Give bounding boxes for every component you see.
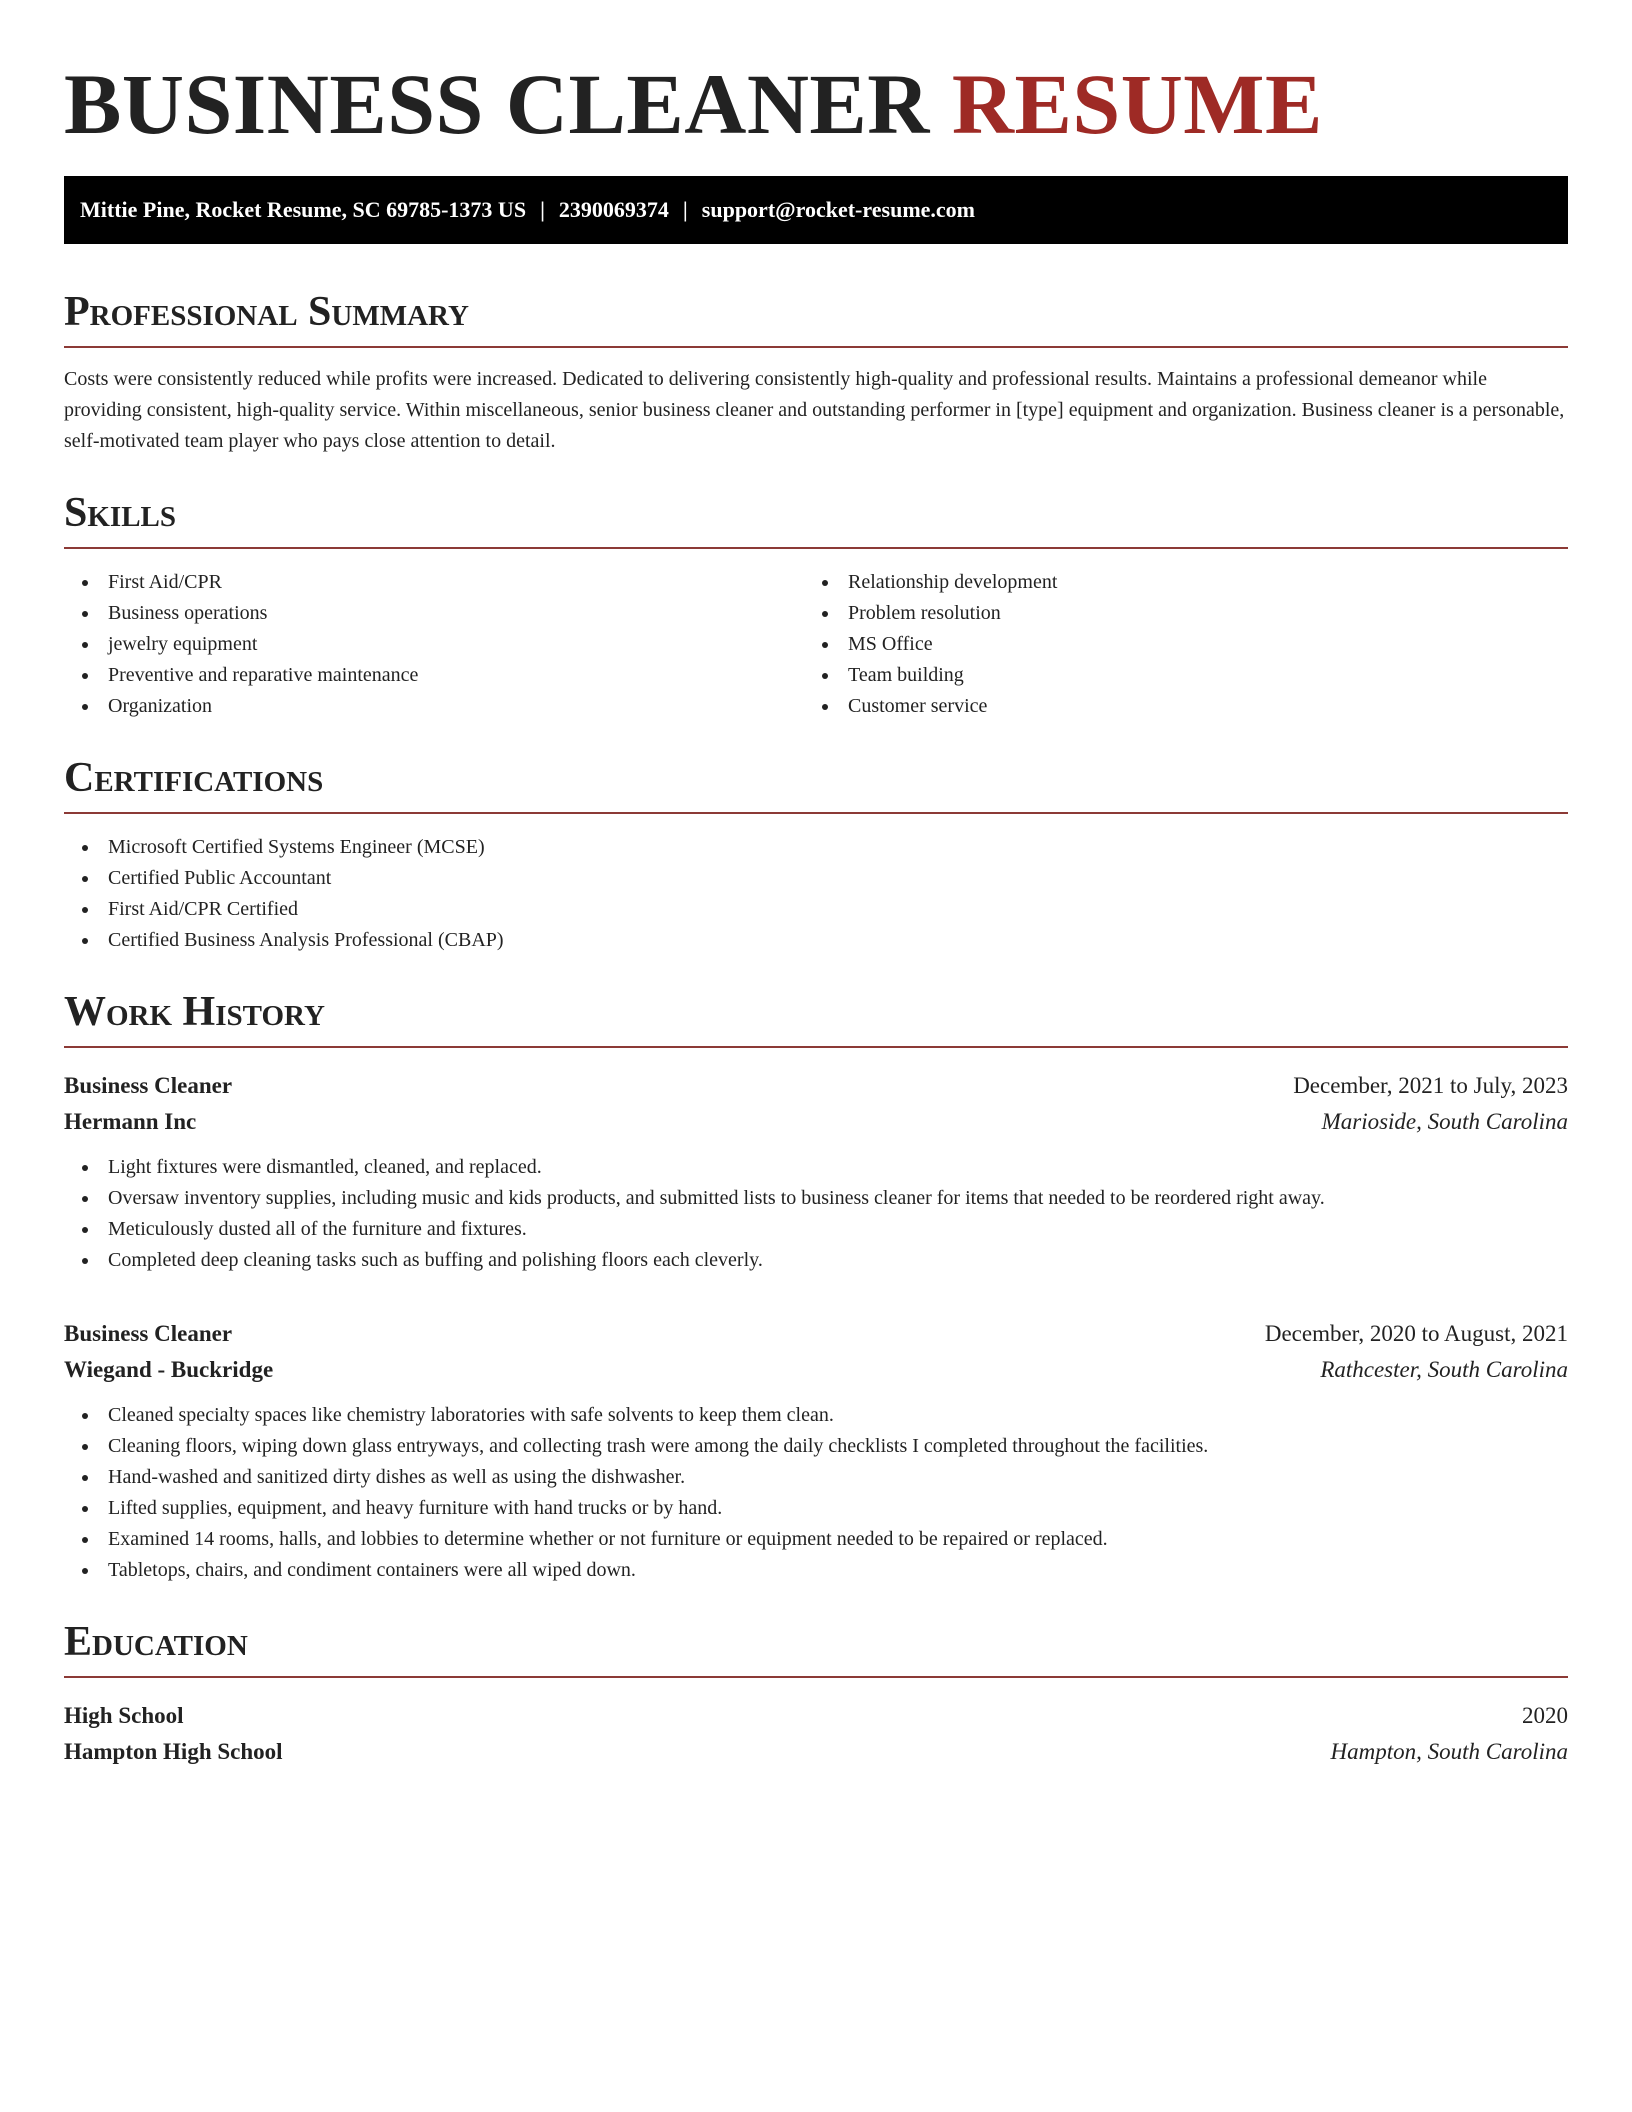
- summary-text: Costs were consistently reduced while profits were increased. Dedicated to delivering consistently high-quality and professional results. Maintains a professional demeanor while providing consistent, high-quality service. Within miscellaneous, senior business cleaner and outstanding performer in [type] equipment and organization. Business cleaner is a personable, self-motivated team player who pays close attention to detail.: [64, 368, 1565, 452]
- skill-item: Team building: [804, 660, 1544, 691]
- education-degree: High School: [64, 1703, 184, 1728]
- contact-separator: |: [540, 197, 545, 222]
- contact-separator: |: [682, 197, 688, 222]
- job-duty: Hand-washed and sanitized dirty dishes as well as using the dishwasher.: [64, 1462, 1568, 1493]
- job-dates: December, 2020 to August, 2021: [1264, 1321, 1568, 1346]
- certification-item: Certified Business Analysis Professional (CBAP): [64, 925, 1568, 956]
- skill-item: Organization: [64, 691, 804, 722]
- education-school: Hampton High School: [64, 1739, 283, 1764]
- certifications-section: [64, 754, 1568, 956]
- contact-email[interactable]: support@rocket-resume.com: [701, 197, 975, 222]
- education-section: [64, 1618, 1568, 1770]
- skill-item: Customer service: [804, 691, 1544, 722]
- contact-phone: 2390069374: [558, 197, 669, 222]
- title-main: BUSINESS CLEANER: [64, 56, 930, 152]
- job-location: Rathcester, South Carolina: [1320, 1357, 1568, 1382]
- summary-section: [64, 288, 1568, 457]
- job-title: Business Cleaner: [64, 1073, 233, 1098]
- job-location: Marioside, South Carolina: [1321, 1109, 1568, 1134]
- job-title-row: [64, 1316, 1568, 1352]
- job-duty: Oversaw inventory supplies, including music and kids products, and submitted lists to business cleaner for items that needed to be reordered right away.: [64, 1183, 1568, 1214]
- education-location: Hampton, South Carolina: [1330, 1739, 1568, 1764]
- job-duty: Light fixtures were dismantled, cleaned, and replaced.: [64, 1152, 1568, 1183]
- job-company-row: [64, 1104, 1568, 1140]
- skill-item: Problem resolution: [804, 598, 1544, 629]
- section-heading: Professional Summary: [64, 288, 1568, 348]
- skill-item: jewelry equipment: [64, 629, 804, 660]
- skills-list-right: [804, 567, 1544, 722]
- section-heading: Work History: [64, 988, 1568, 1048]
- skill-item: First Aid/CPR: [64, 567, 804, 598]
- job-company: Wiegand - Buckridge: [64, 1357, 274, 1382]
- job-duty: Meticulously dusted all of the furniture and fixtures.: [64, 1214, 1568, 1245]
- certifications-list: [64, 832, 1568, 956]
- resume-title: [64, 56, 1568, 152]
- job-entry: [64, 1068, 1568, 1276]
- job-company-row: [64, 1352, 1568, 1388]
- education-year: 2020: [1522, 1703, 1568, 1728]
- job-duties-list: [64, 1152, 1568, 1276]
- job-duty: Cleaning floors, wiping down glass entryways, and collecting trash were among the daily checklists I completed throughout the facilities.: [64, 1431, 1568, 1462]
- certification-item: Certified Public Accountant: [64, 863, 1568, 894]
- work-history-section: [64, 988, 1568, 1586]
- skills-list-left: [64, 567, 804, 722]
- certification-item: Microsoft Certified Systems Engineer (MCSE): [64, 832, 1568, 863]
- skill-item: Preventive and reparative maintenance: [64, 660, 804, 691]
- skills-section: [64, 489, 1568, 722]
- job-title-row: [64, 1068, 1568, 1104]
- certification-item: First Aid/CPR Certified: [64, 894, 1568, 925]
- resume-page: [64, 0, 1568, 1770]
- job-company: Hermann Inc: [64, 1109, 197, 1134]
- section-heading: Skills: [64, 489, 1568, 549]
- job-duty: Lifted supplies, equipment, and heavy furniture with hand trucks or by hand.: [64, 1493, 1568, 1524]
- skill-item: Relationship development: [804, 567, 1544, 598]
- job-duty: Examined 14 rooms, halls, and lobbies to determine whether or not furniture or equipment needed to be repaired or replaced.: [64, 1524, 1568, 1555]
- job-duties-list: [64, 1400, 1568, 1586]
- education-school-row: [64, 1734, 1568, 1770]
- job-entry: [64, 1316, 1568, 1586]
- skills-grid: [64, 549, 1568, 722]
- skill-item: MS Office: [804, 629, 1544, 660]
- contact-bar: [64, 176, 1568, 244]
- section-heading: Certifications: [64, 754, 1568, 814]
- section-heading: Education: [64, 1618, 1568, 1678]
- skill-item: Business operations: [64, 598, 804, 629]
- job-duty: Tabletops, chairs, and condiment containers were all wiped down.: [64, 1555, 1568, 1586]
- job-duty: Cleaned specialty spaces like chemistry laboratories with safe solvents to keep them clean.: [64, 1400, 1568, 1431]
- education-entry: [64, 1698, 1568, 1770]
- title-accent: RESUME: [951, 56, 1323, 152]
- education-degree-row: [64, 1698, 1568, 1734]
- job-dates: December, 2021 to July, 2023: [1293, 1073, 1568, 1098]
- job-title: Business Cleaner: [64, 1321, 233, 1346]
- contact-address: Mittie Pine, Rocket Resume, SC 69785-1373 US: [80, 197, 527, 222]
- job-duty: Completed deep cleaning tasks such as buffing and polishing floors each cleverly.: [64, 1245, 1568, 1276]
